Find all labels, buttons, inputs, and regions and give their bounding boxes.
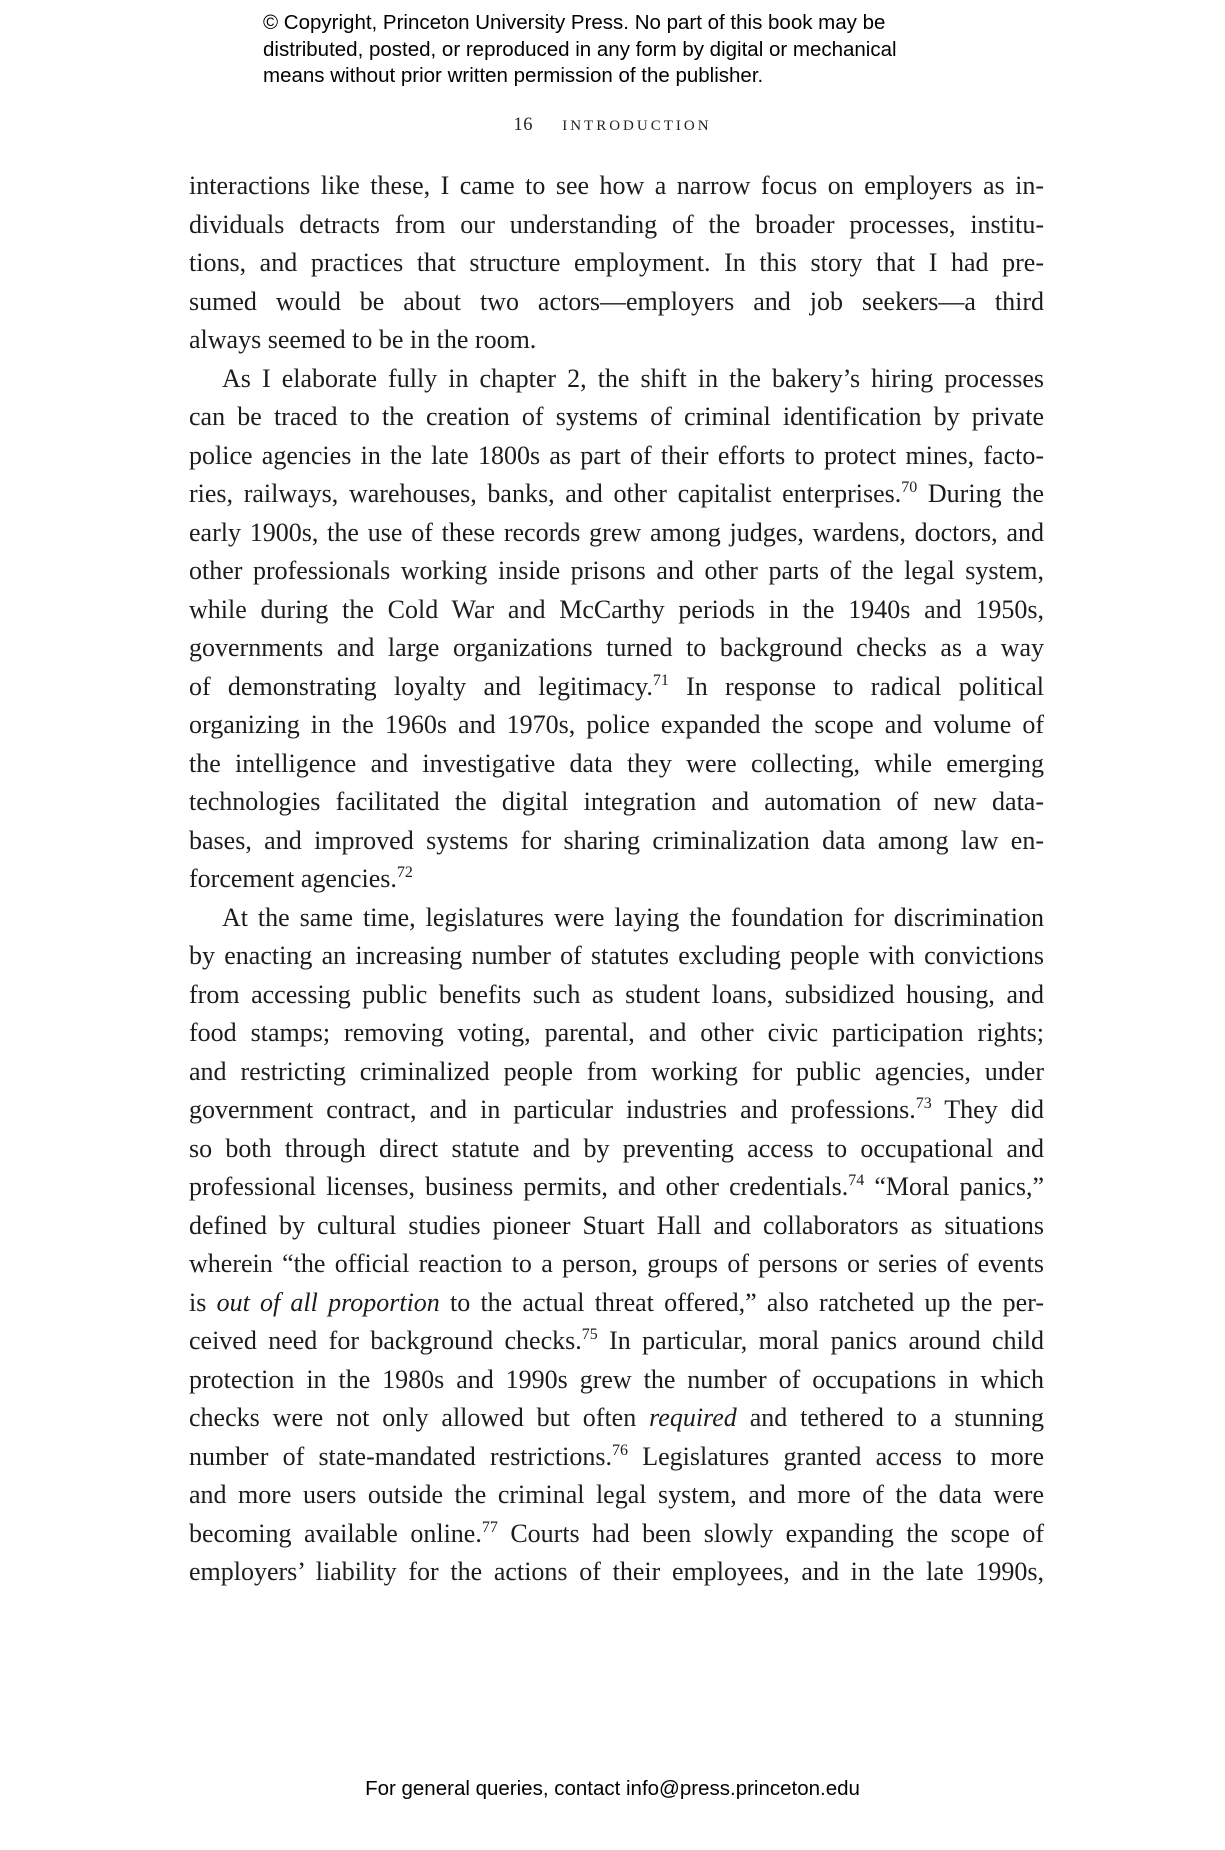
- text-line: dividuals detracts from our understanding of the broader processes, institu-: [189, 209, 1044, 239]
- text-line: [189, 1322, 1044, 1361]
- text-run: ries, railways, warehouses, banks, and other capitalist enterprises.: [189, 479, 902, 508]
- text-line: [189, 860, 1044, 899]
- text-line: [189, 1284, 1044, 1323]
- text-line: from accessing public benefits such as student loans, subsidized housing, and: [189, 979, 1044, 1009]
- text-line: employers’ liability for the actions of their employees, and in the late 1990s,: [189, 1557, 1044, 1586]
- text-run: to the actual threat offered,” also ratcheted up the per-: [439, 1287, 1045, 1317]
- text-run: and tethered to a stunning: [736, 1403, 1044, 1432]
- text-line: sumed would be about two actors—employers and job seekers—a third: [189, 286, 1044, 316]
- running-head: [0, 111, 1225, 136]
- text-line: [189, 1091, 1044, 1130]
- text-line: governments and large organizations turned to background checks as a way: [189, 633, 1044, 662]
- text-run: of demonstrating loyalty and legitimacy.: [189, 671, 653, 701]
- paragraph: [189, 899, 1044, 1592]
- text-line: police agencies in the late 1800s as part of their efforts to protect mines, facto-: [189, 440, 1044, 470]
- footnote-marker[interactable]: 72: [396, 864, 413, 881]
- text-line: protection in the 1980s and 1990s grew the number of occupations in which: [189, 1364, 1044, 1394]
- footnote-marker[interactable]: 76: [612, 1441, 629, 1459]
- text-run: ceived need for background checks.: [189, 1326, 582, 1355]
- text-run: They did: [931, 1095, 1044, 1124]
- text-run: government contract, and in particular industries and professions.: [189, 1095, 916, 1124]
- paragraph: [189, 167, 1044, 360]
- text-line: and more users outside the criminal legal system, and more of the data were: [189, 1480, 1044, 1509]
- text-line: defined by cultural studies pioneer Stuart Hall and collaborators as situations: [189, 1210, 1044, 1240]
- text-run: forcement agencies.: [189, 864, 397, 893]
- footnote-marker[interactable]: 70: [901, 479, 918, 496]
- text-line: can be traced to the creation of systems of criminal identification by private: [189, 402, 1044, 431]
- text-line: while during the Cold War and McCarthy periods in the 1940s and 1950s,: [189, 594, 1044, 624]
- text-line: other professionals working inside prisons and other parts of the legal system,: [189, 556, 1044, 585]
- text-run: During the: [917, 479, 1045, 508]
- text-run: number of state-mandated restrictions.: [189, 1441, 613, 1471]
- text-line: [189, 1515, 1044, 1554]
- text-run: checks were not only allowed but often: [189, 1403, 650, 1432]
- emphasis: out of all proportion: [216, 1287, 440, 1317]
- footer-contact: For general queries, contact info@press.princeton.edu: [365, 1777, 860, 1800]
- text-line: interactions like these, I came to see how a narrow focus on employers as in-: [189, 171, 1044, 200]
- text-line: [189, 668, 1044, 707]
- text-line: At the same time, legislatures were laying the foundation for discrimination: [222, 902, 1044, 932]
- text-line: [189, 1168, 1044, 1207]
- text-line: bases, and improved systems for sharing criminalization data among law en-: [189, 825, 1044, 855]
- footnote-marker[interactable]: 74: [848, 1172, 865, 1189]
- text-line: and restricting criminalized people from working for public agencies, under: [189, 1056, 1044, 1086]
- text-line: early 1900s, the use of these records grew among judges, wardens, doctors, and: [189, 517, 1044, 547]
- text-line: so both through direct statute and by preventing access to occupational and: [189, 1133, 1044, 1163]
- text-line: wherein “the official reaction to a person, groups of persons or series of events: [189, 1249, 1044, 1278]
- text-line: tions, and practices that structure employment. In this story that I had pre-: [189, 248, 1044, 277]
- text-line: [189, 475, 1044, 514]
- text-run: Courts had been slowly expanding the scope of: [497, 1518, 1044, 1548]
- text-run: “Moral panics,”: [864, 1172, 1044, 1201]
- copyright-line: © Copyright, Princeton University Press. No part of this book may be: [263, 11, 886, 34]
- text-line: always seemed to be in the room.: [189, 325, 537, 354]
- text-run: becoming available online.: [189, 1518, 482, 1548]
- text-line: the intelligence and investigative data they were collecting, while emerging: [189, 748, 1044, 778]
- footnote-marker[interactable]: 75: [581, 1326, 598, 1343]
- footnote-marker[interactable]: 73: [915, 1095, 932, 1112]
- page-number: 16: [513, 115, 533, 135]
- copyright-line: means without prior written permission of the publisher.: [263, 64, 764, 87]
- text-line: [189, 1399, 1044, 1438]
- text-run: In response to radical political: [668, 671, 1044, 701]
- text-line: food stamps; removing voting, parental, and other civic participation rights;: [189, 1018, 1044, 1047]
- body-text: [189, 167, 1044, 1592]
- text-line: As I elaborate fully in chapter 2, the shift in the bakery’s hiring processes: [222, 363, 1044, 393]
- text-run: professional licenses, business permits, and other credentials.: [189, 1172, 849, 1201]
- section-title: introduction: [562, 111, 712, 135]
- text-line: technologies facilitated the digital integration and automation of new data-: [189, 787, 1044, 816]
- footnote-marker[interactable]: 71: [652, 671, 669, 689]
- copyright-notice: [263, 10, 1023, 90]
- emphasis: required: [649, 1403, 737, 1432]
- copyright-line: distributed, posted, or reproduced in any form by digital or mechanical: [263, 37, 897, 61]
- paragraph: [189, 360, 1044, 899]
- text-run: In particular, moral panics around child: [597, 1326, 1045, 1355]
- text-run: is: [189, 1287, 217, 1317]
- footnote-marker[interactable]: 77: [481, 1518, 498, 1536]
- text-line: by enacting an increasing number of statutes excluding people with convictions: [189, 941, 1044, 970]
- text-line: organizing in the 1960s and 1970s, police expanded the scope and volume of: [189, 710, 1044, 739]
- text-run: Legislatures granted access to more: [628, 1441, 1045, 1471]
- text-line: [189, 1438, 1044, 1477]
